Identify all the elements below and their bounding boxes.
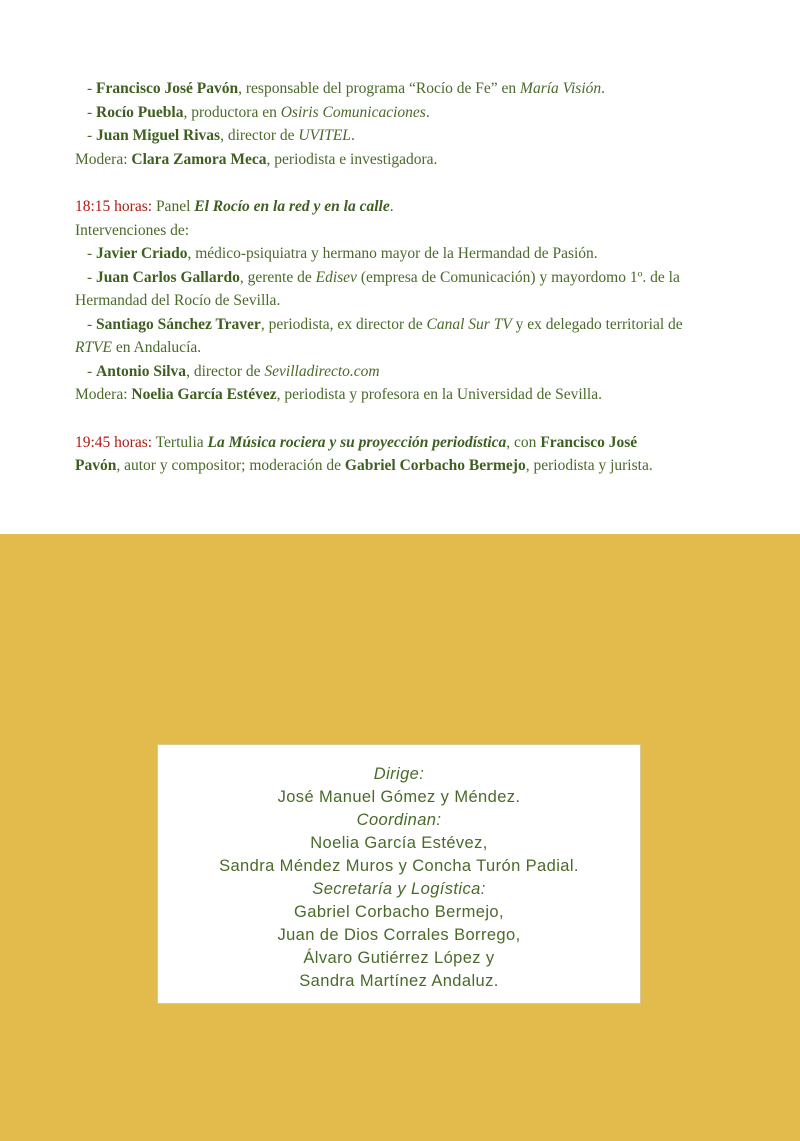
secretariat-name: Álvaro Gutiérrez López y bbox=[303, 949, 495, 967]
panel-heading bbox=[75, 195, 725, 219]
speaker-role: , gerente de bbox=[239, 268, 316, 286]
organization: UVITEL bbox=[298, 127, 351, 144]
speaker-role: , responsable del programa “Rocío de Fe” en bbox=[238, 80, 521, 97]
speaker-role: , médico-psiquiatra y hermano mayor de la Hermandad de Pasión. bbox=[187, 245, 598, 262]
speaker-line bbox=[75, 360, 725, 384]
speaker-role-cont: y ex delegado territorial de bbox=[511, 315, 683, 333]
speaker-line bbox=[75, 266, 725, 290]
speaker-line bbox=[75, 313, 725, 337]
secretariat-label: Secretaría y Logística: bbox=[312, 880, 486, 898]
dash: - bbox=[87, 245, 97, 262]
period: . bbox=[389, 198, 394, 215]
speaker-line bbox=[75, 242, 725, 266]
coordinator-name: Sandra Méndez Muros y Concha Turón Padial. bbox=[219, 857, 579, 875]
tertulia-heading bbox=[75, 431, 725, 455]
program-text bbox=[75, 77, 725, 478]
panel-time: 18:15 horas: bbox=[75, 198, 153, 215]
speaker-line bbox=[75, 124, 725, 148]
interventions-label: Intervenciones de: bbox=[75, 221, 190, 239]
moderator-line bbox=[75, 383, 725, 407]
speaker-line bbox=[75, 101, 725, 125]
period: . bbox=[350, 127, 355, 144]
tertulia-time: 19:45 horas: bbox=[75, 433, 153, 451]
dash: - bbox=[87, 268, 97, 286]
dash: - bbox=[87, 80, 97, 97]
moderator-name: Gabriel Corbacho Bermejo bbox=[344, 457, 526, 474]
speaker-role-cont: en Andalucía. bbox=[112, 339, 202, 356]
dash: - bbox=[87, 103, 97, 121]
panel-title: El Rocío en la red y en la calle bbox=[194, 198, 390, 215]
speaker-name: Juan Miguel Rivas bbox=[96, 127, 221, 144]
coordinator-name: Noelia García Estévez, bbox=[310, 834, 488, 852]
speaker-role-cont: (empresa de Comunicación) y mayordomo 1º. de la bbox=[356, 268, 680, 286]
speaker-role: , periodista, ex director de bbox=[260, 315, 427, 333]
secretariat-name: Juan de Dios Corrales Borrego, bbox=[277, 926, 521, 944]
organization: Sevilladirecto.com bbox=[264, 362, 380, 380]
tertulia-title: La Música rociera y su proyección periodística bbox=[207, 433, 507, 451]
tertulia-word: Tertulia bbox=[152, 433, 208, 451]
period: . bbox=[601, 80, 606, 97]
spacer bbox=[75, 407, 725, 431]
organization: Osiris Comunicaciones bbox=[280, 103, 426, 121]
coordinators-label: Coordinan: bbox=[356, 811, 442, 829]
dash: - bbox=[87, 315, 97, 333]
moderator-role: , periodista e investigadora. bbox=[266, 150, 438, 168]
moderator-label: Modera: bbox=[75, 386, 132, 403]
speaker-line bbox=[75, 77, 725, 101]
secretariat-name: Gabriel Corbacho Bermejo, bbox=[294, 903, 504, 921]
speaker-name: Antonio Silva bbox=[96, 362, 187, 380]
director-name: José Manuel Gómez y Méndez. bbox=[277, 788, 521, 806]
connector: , con bbox=[506, 433, 541, 451]
moderator-name: Noelia García Estévez bbox=[131, 386, 277, 403]
speaker-role: , director de bbox=[186, 362, 265, 380]
moderator-role: , periodista y profesora en la Universidad de Sevilla. bbox=[276, 386, 602, 403]
organization: María Visión bbox=[520, 80, 602, 97]
speaker-role: , director de bbox=[220, 127, 299, 144]
organization: Canal Sur TV bbox=[426, 315, 512, 333]
director-label: Dirige: bbox=[373, 765, 425, 783]
period: . bbox=[425, 103, 430, 121]
spacer bbox=[75, 171, 725, 195]
speaker-role: , productora en bbox=[183, 103, 281, 121]
secretariat-name: Sandra Martínez Andaluz. bbox=[299, 972, 499, 990]
moderator-line bbox=[75, 148, 725, 172]
speaker-name: Santiago Sánchez Traver bbox=[96, 315, 261, 333]
speaker-name: Pavón bbox=[75, 457, 117, 474]
dash: - bbox=[87, 127, 97, 144]
moderator-name: Clara Zamora Meca bbox=[131, 150, 267, 168]
credits-box bbox=[157, 744, 641, 1004]
dash: - bbox=[87, 362, 97, 380]
speaker-name: Javier Criado bbox=[96, 245, 188, 262]
speaker-name: Rocío Puebla bbox=[96, 103, 184, 121]
panel-word: Panel bbox=[152, 198, 195, 215]
speaker-role: , autor y compositor; moderación de bbox=[116, 457, 345, 474]
tertulia-line-cont bbox=[75, 454, 725, 478]
moderator-label: Modera: bbox=[75, 150, 132, 168]
organization: RTVE bbox=[75, 339, 113, 356]
organization: Edisev bbox=[315, 268, 357, 286]
speaker-name: Francisco José bbox=[540, 433, 638, 451]
speaker-name: Juan Carlos Gallardo bbox=[96, 268, 240, 286]
speaker-name: Francisco José Pavón bbox=[96, 80, 239, 97]
speaker-line-cont bbox=[75, 336, 725, 360]
speaker-line-cont: Hermandad del Rocío de Sevilla. bbox=[75, 292, 281, 309]
moderator-role: , periodista y jurista. bbox=[525, 457, 653, 474]
